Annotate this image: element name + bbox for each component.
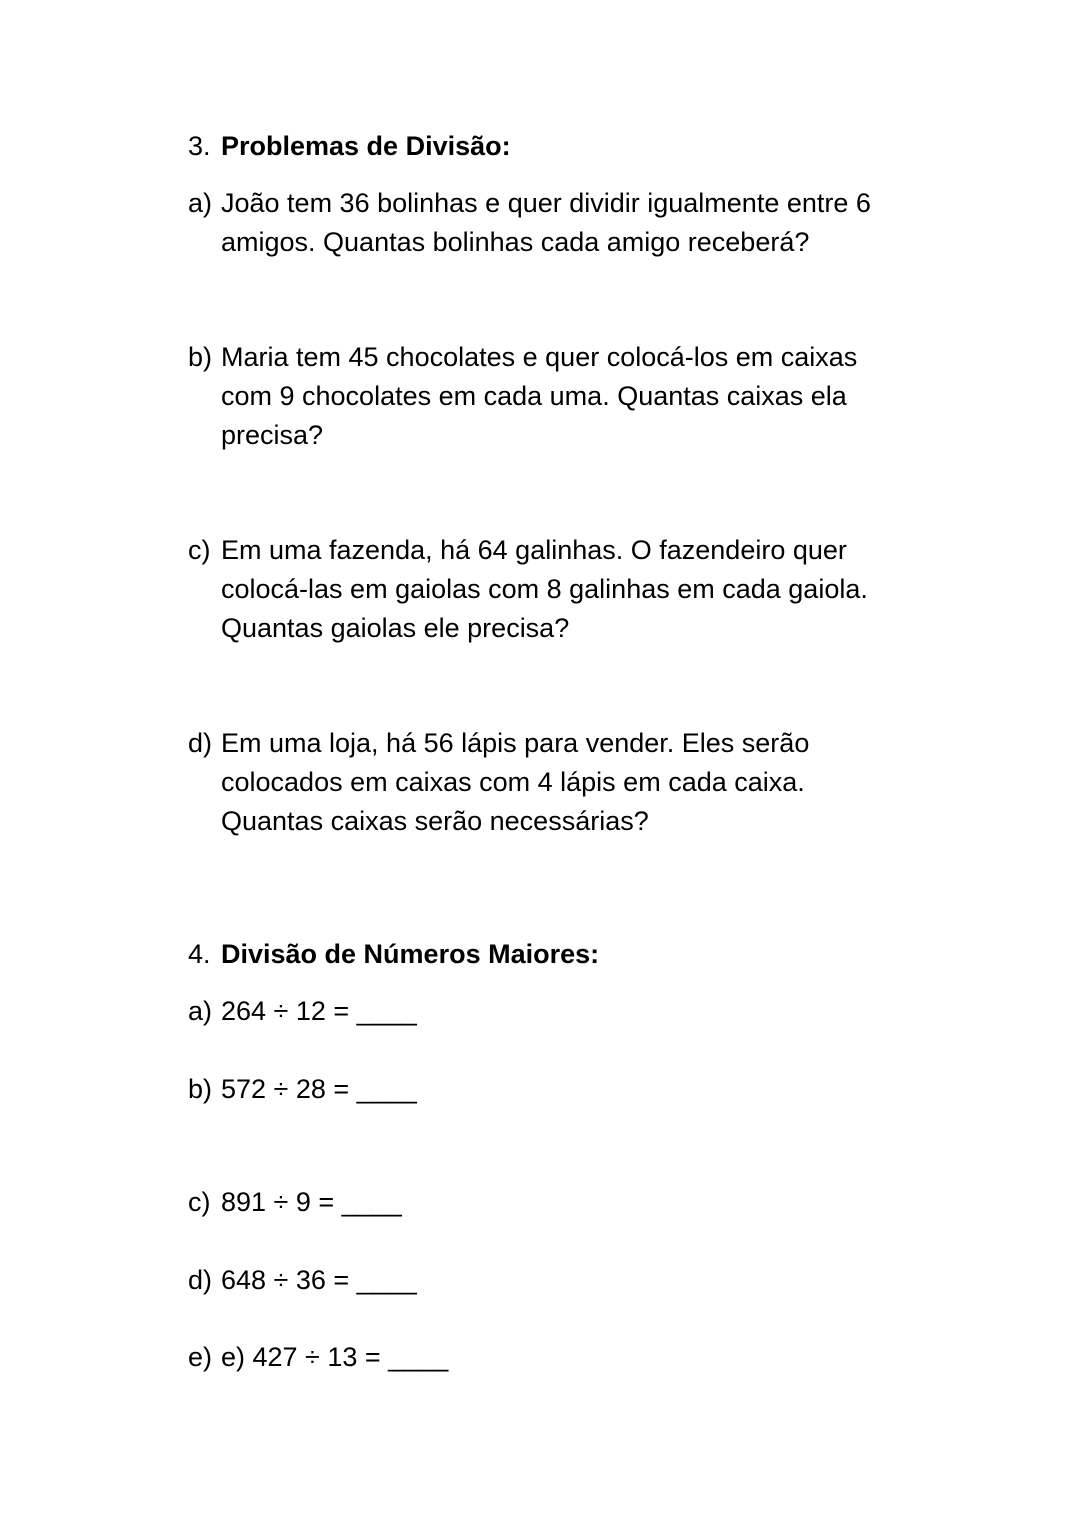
exercise-4a-text: 264 ÷ 12 = ____ — [221, 996, 417, 1026]
question-3c-line-1: Em uma fazenda, há 64 galinhas. O fazendeiro quer — [221, 535, 847, 565]
question-3c-marker: c) — [188, 535, 211, 565]
question-3c-line-3: Quantas gaiolas ele precisa? — [221, 613, 570, 643]
section-4-number: 4. — [188, 939, 211, 969]
question-3a-line-1: João tem 36 bolinhas e quer dividir igualmente entre 6 — [221, 188, 871, 218]
exercise-4a-marker: a) — [188, 996, 213, 1026]
question-3d-line-3: Quantas caixas serão necessárias? — [221, 806, 649, 836]
exercise-4d-text: 648 ÷ 36 = ____ — [221, 1265, 417, 1295]
question-3b-line-2: com 9 chocolates em cada uma. Quantas caixas ela — [221, 381, 847, 411]
exercise-4b-text: 572 ÷ 28 = ____ — [221, 1074, 417, 1104]
exercise-4e-text: e) 427 ÷ 13 = ____ — [221, 1342, 449, 1372]
question-3b-line-3: precisa? — [221, 420, 324, 450]
exercise-4d-marker: d) — [188, 1265, 213, 1295]
question-3c-line-2: colocá-las em gaiolas com 8 galinhas em cada gaiola. — [221, 574, 868, 604]
question-3a-marker: a) — [188, 188, 213, 218]
question-3b-line-1: Maria tem 45 chocolates e quer colocá-los em caixas — [221, 342, 858, 372]
question-3b-marker: b) — [188, 342, 213, 372]
question-3a-line-2: amigos. Quantas bolinhas cada amigo receberá? — [221, 227, 810, 257]
question-3d-line-2: colocados em caixas com 4 lápis em cada caixa. — [221, 767, 805, 797]
section-4-title: Divisão de Números Maiores: — [221, 939, 600, 969]
exercise-4e-marker: e) — [188, 1342, 213, 1372]
exercise-4b-marker: b) — [188, 1074, 213, 1104]
section-3-title: Problemas de Divisão: — [221, 131, 511, 161]
exercise-4c-marker: c) — [188, 1187, 211, 1217]
section-3-number: 3. — [188, 131, 211, 161]
question-3d-marker: d) — [188, 728, 213, 758]
exercise-4c-text: 891 ÷ 9 = ____ — [221, 1187, 402, 1217]
question-3d-line-1: Em uma loja, há 56 lápis para vender. Eles serão — [221, 728, 810, 758]
